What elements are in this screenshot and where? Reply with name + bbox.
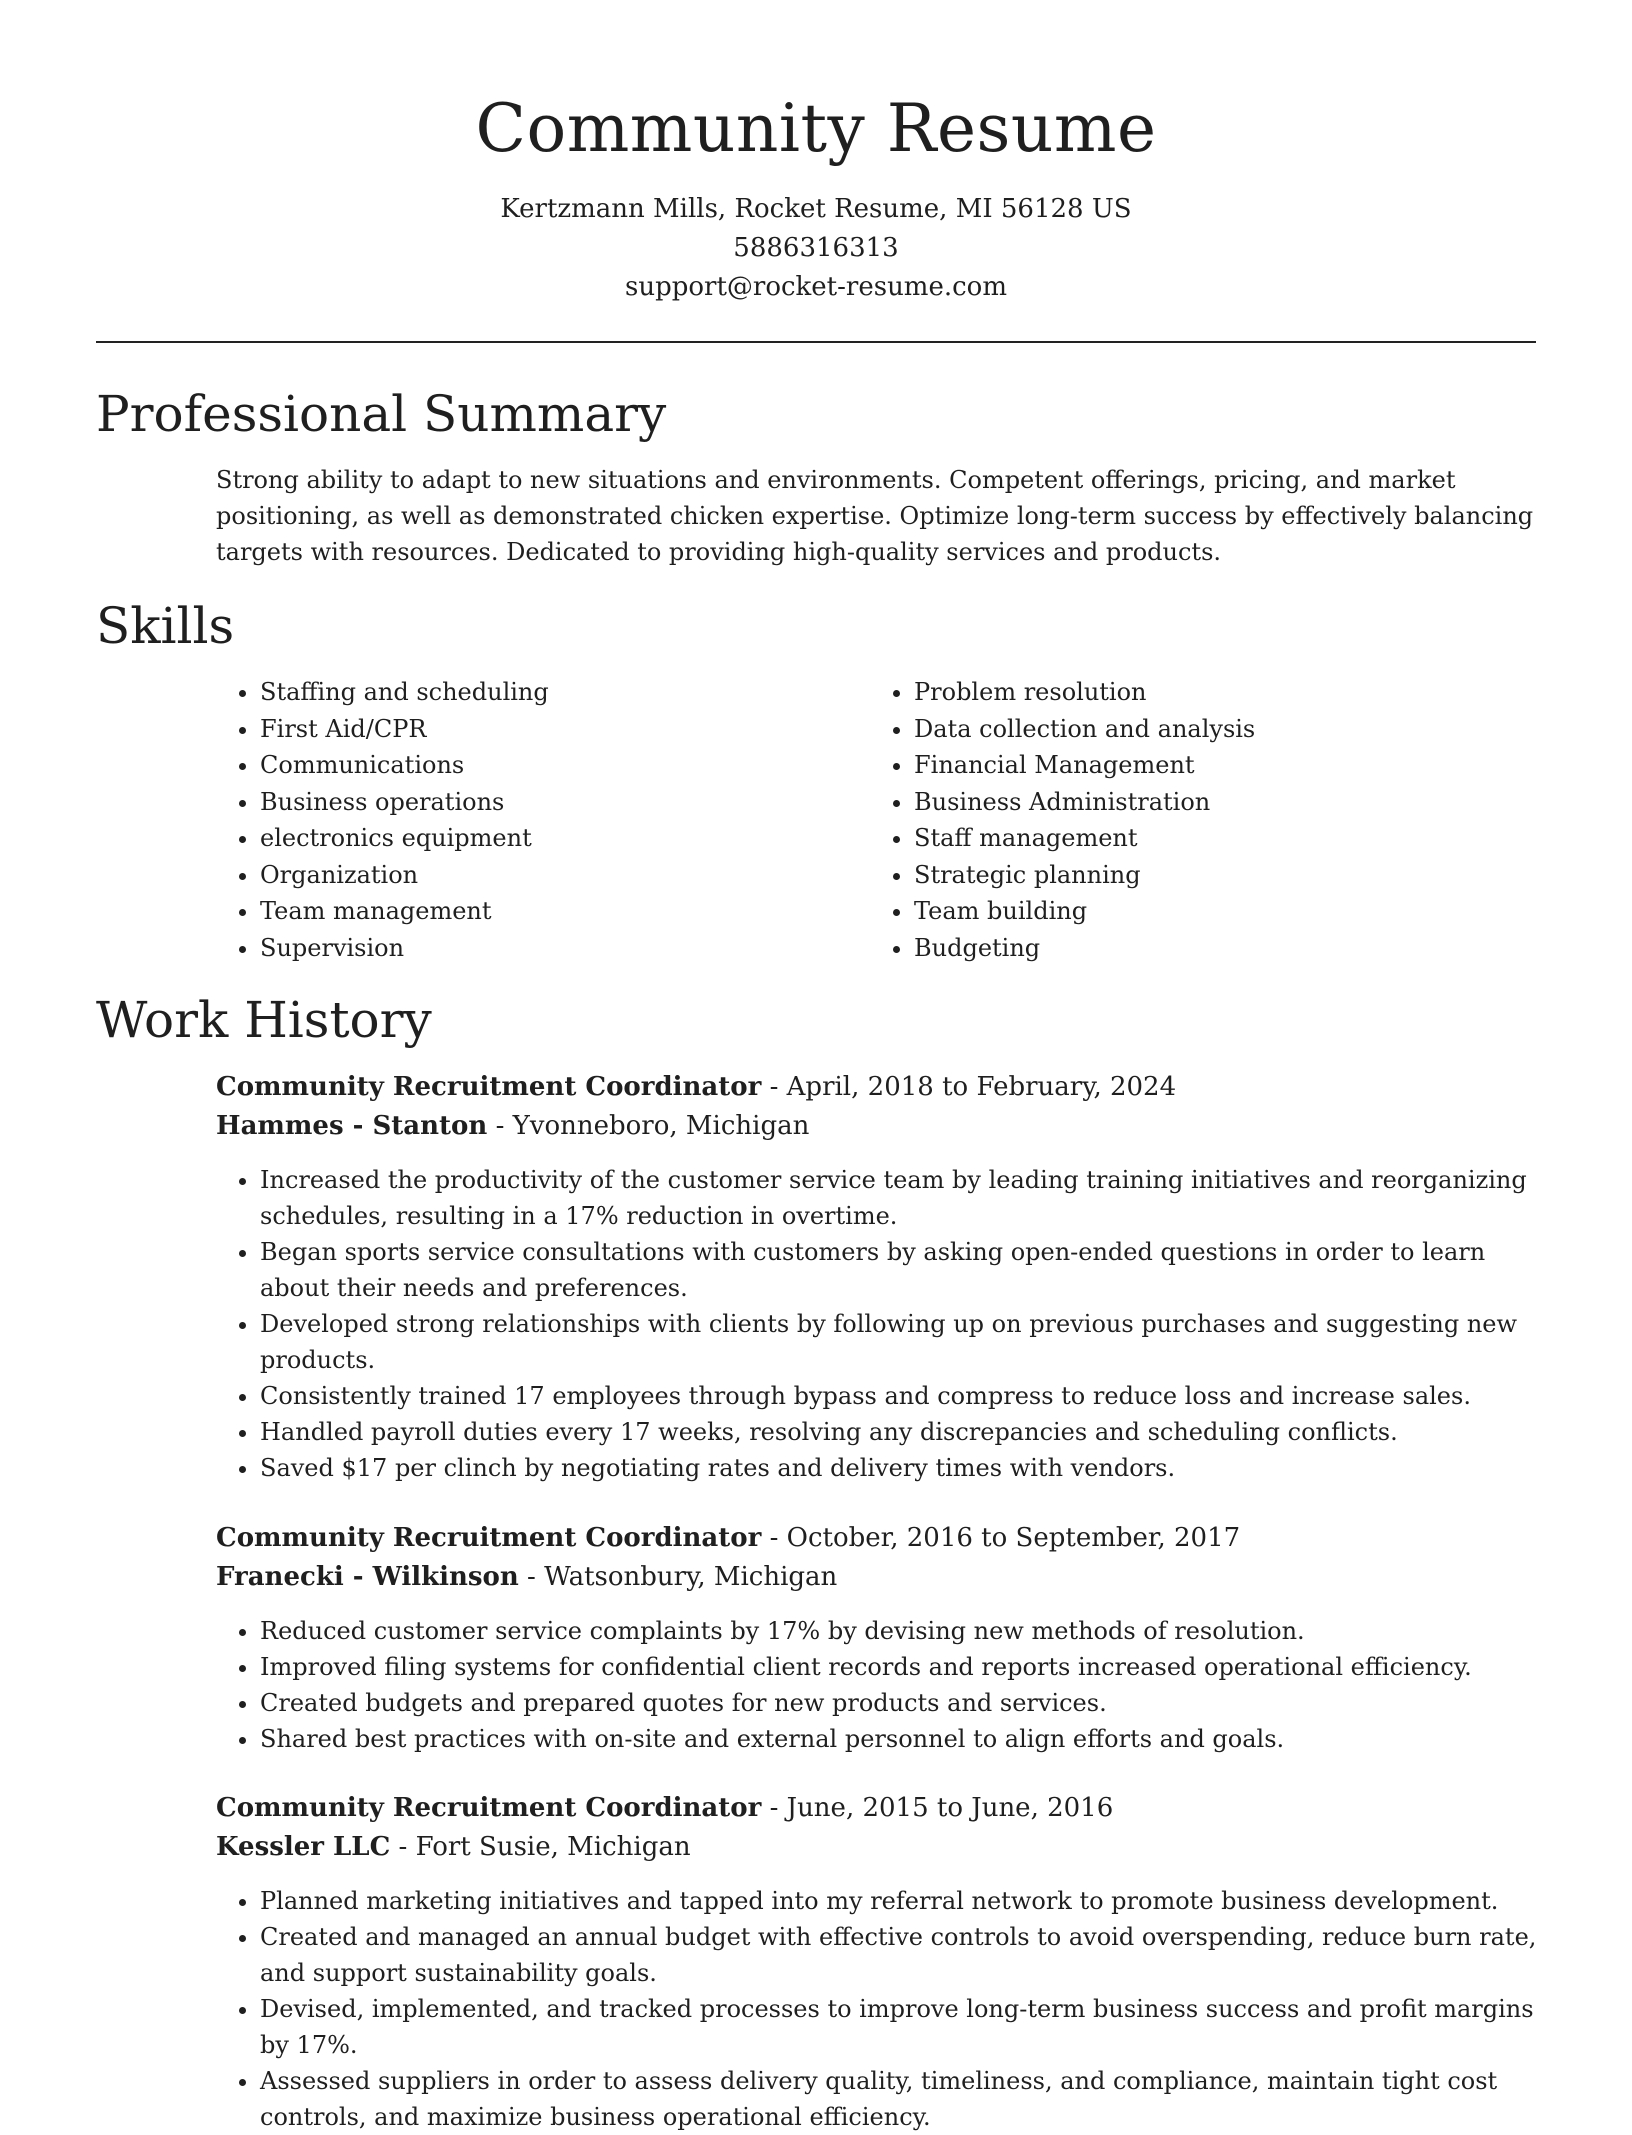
job-dates: - April, 2018 to February, 2024 bbox=[761, 1072, 1177, 1102]
job-bullet: • Shared best practices with on-site and external personnel to align efforts and goals. bbox=[260, 1721, 1546, 1757]
resume-name: Community Resume bbox=[475, 90, 1157, 167]
job-bullet: • Improved filing systems for confidential client records and reports increased operational efficiency. bbox=[260, 1649, 1546, 1685]
skills-column-right bbox=[860, 674, 1514, 966]
job-bullet: • Assessed suppliers in order to assess delivery quality, timeliness, and compliance, maintain tight cost controls, and maximize business operational efficiency. bbox=[260, 2063, 1546, 2135]
skill-item: • Budgeting bbox=[914, 930, 1514, 967]
skill-item: • electronics equipment bbox=[260, 820, 860, 857]
skill-item: • Problem resolution bbox=[914, 674, 1514, 711]
job-bullets bbox=[216, 1883, 1546, 2135]
contact-email: support@rocket-resume.com bbox=[624, 272, 1007, 302]
job-location: - Watsonbury, Michigan bbox=[518, 1562, 838, 1592]
job-company-line bbox=[216, 1828, 1546, 1867]
skill-item: • Data collection and analysis bbox=[914, 711, 1514, 748]
job-dates: - June, 2015 to June, 2016 bbox=[761, 1793, 1114, 1823]
skill-item: • First Aid/CPR bbox=[260, 711, 860, 748]
job-title-line bbox=[216, 1068, 1546, 1107]
job-bullet: • Reduced customer service complaints by 17% by devising new methods of resolution. bbox=[260, 1613, 1546, 1649]
job-position: Community Recruitment Coordinator bbox=[216, 1793, 762, 1823]
skill-item: • Business operations bbox=[260, 784, 860, 821]
job-title-line bbox=[216, 1519, 1546, 1558]
job-company-line bbox=[216, 1107, 1546, 1146]
summary-section bbox=[216, 462, 1536, 570]
skill-item: • Staffing and scheduling bbox=[260, 674, 860, 711]
job-bullet: • Began sports service consultations with customers by asking open-ended questions in order to learn about their needs and preferences. bbox=[260, 1234, 1546, 1306]
job-bullets bbox=[216, 1613, 1546, 1757]
job-company-line bbox=[216, 1558, 1546, 1597]
header-divider bbox=[96, 341, 1536, 343]
job-company: Franecki - Wilkinson bbox=[216, 1562, 519, 1592]
skill-item: • Staff management bbox=[914, 820, 1514, 857]
work-history-heading: Work History bbox=[96, 991, 432, 1049]
skill-item: • Supervision bbox=[260, 930, 860, 967]
job-bullet: • Consistently trained 17 employees through bypass and compress to reduce loss and increase sales. bbox=[260, 1378, 1546, 1414]
job-bullet: • Planned marketing initiatives and tapped into my referral network to promote business development. bbox=[260, 1883, 1546, 1919]
summary-heading: Professional Summary bbox=[96, 385, 667, 443]
job-location: - Yvonneboro, Michigan bbox=[487, 1111, 810, 1141]
job-bullet: • Handled payroll duties every 17 weeks, resolving any discrepancies and scheduling conflicts. bbox=[260, 1414, 1546, 1450]
skill-item: • Financial Management bbox=[914, 747, 1514, 784]
skill-item: • Team building bbox=[914, 893, 1514, 930]
skills-list bbox=[216, 674, 1536, 966]
job-dates: - October, 2016 to September, 2017 bbox=[761, 1523, 1241, 1553]
job-company: Hammes - Stanton bbox=[216, 1111, 488, 1141]
job-location: - Fort Susie, Michigan bbox=[390, 1832, 691, 1862]
skill-item: • Strategic planning bbox=[914, 857, 1514, 894]
skill-item: • Communications bbox=[260, 747, 860, 784]
job-bullet: • Devised, implemented, and tracked processes to improve long-term business success and profit margins by 17%. bbox=[260, 1991, 1546, 2063]
job-bullet: • Increased the productivity of the customer service team by leading training initiatives and reorganizing schedules, resulting in a 17% reduction in overtime. bbox=[260, 1162, 1546, 1234]
skill-item: • Team management bbox=[260, 893, 860, 930]
job-position: Community Recruitment Coordinator bbox=[216, 1072, 762, 1102]
contact-address: Kertzmann Mills, Rocket Resume, MI 56128 US bbox=[500, 194, 1132, 224]
job-bullet: • Developed strong relationships with clients by following up on previous purchases and suggesting new products. bbox=[260, 1306, 1546, 1378]
resume-header bbox=[0, 0, 1632, 307]
job-bullets bbox=[216, 1162, 1546, 1486]
job-bullet: • Created and managed an annual budget with effective controls to avoid overspending, reduce burn rate, and support sustainability goals. bbox=[260, 1919, 1546, 1991]
job-position: Community Recruitment Coordinator bbox=[216, 1523, 762, 1553]
job-bullet: • Created budgets and prepared quotes for new products and services. bbox=[260, 1685, 1546, 1721]
job-entry bbox=[216, 1789, 1546, 2135]
contact-phone: 5886316313 bbox=[733, 233, 899, 263]
skills-heading: Skills bbox=[96, 597, 235, 655]
job-company: Kessler LLC bbox=[216, 1832, 391, 1862]
skills-column-left bbox=[216, 674, 860, 966]
job-entry bbox=[216, 1068, 1546, 1486]
skill-item: • Organization bbox=[260, 857, 860, 894]
job-bullet: • Saved $17 per clinch by negotiating rates and delivery times with vendors. bbox=[260, 1450, 1546, 1486]
job-title-line bbox=[216, 1789, 1546, 1828]
job-entry bbox=[216, 1519, 1546, 1757]
skill-item: • Business Administration bbox=[914, 784, 1514, 821]
contact-block bbox=[0, 190, 1632, 307]
summary-text: Strong ability to adapt to new situations and environments. Competent offerings, pricing, and market positioning, as well as demonstrated chicken expertise. Optimize long-term success by effectively balancing targets with resources. Dedicated to providing high-quality services and products. bbox=[216, 466, 1534, 566]
